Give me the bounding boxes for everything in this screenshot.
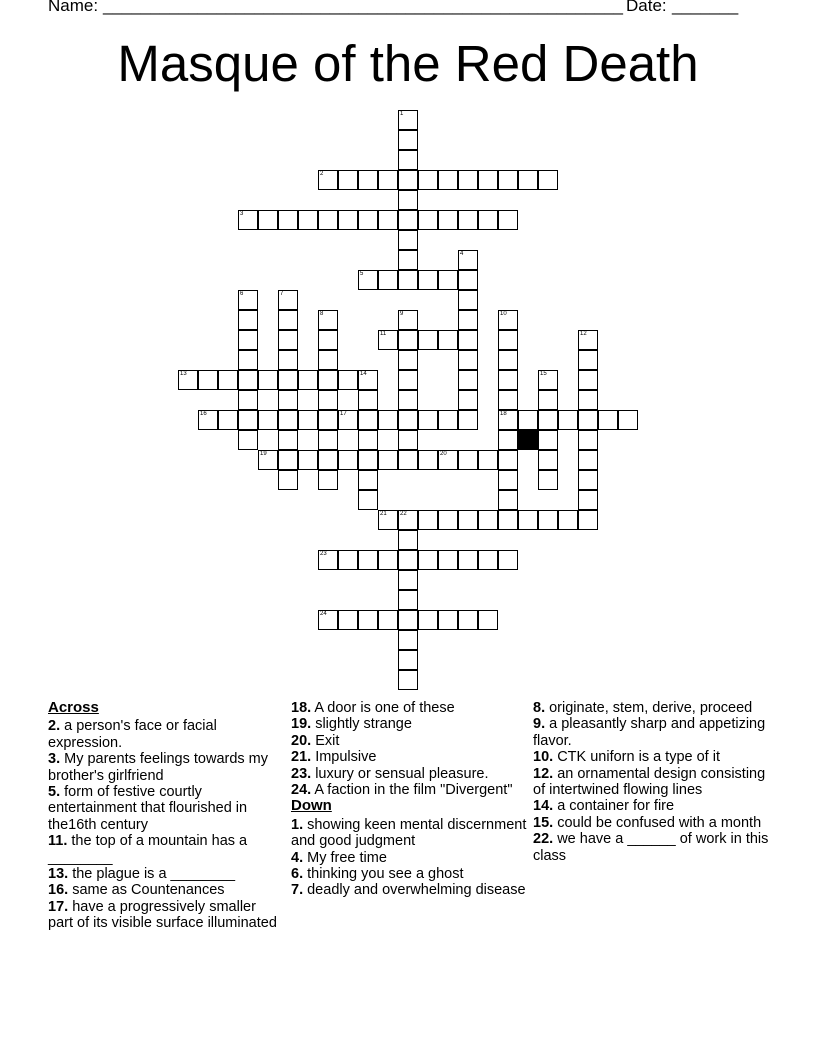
clue-text: thinking you see a ghost (303, 866, 464, 883)
grid-cell[interactable] (378, 170, 398, 190)
clue-number: 15 (540, 371, 547, 377)
grid-cell[interactable] (498, 550, 518, 570)
clue-text: the plague is a ________ (68, 866, 236, 883)
grid-cell[interactable] (438, 410, 458, 430)
grid-cell[interactable] (358, 550, 378, 570)
grid-cell[interactable] (258, 410, 278, 430)
grid-cell[interactable] (378, 410, 398, 430)
grid-cell[interactable] (378, 610, 398, 630)
grid-cell[interactable] (498, 210, 518, 230)
clue-item (291, 716, 527, 732)
grid-cell[interactable] (498, 450, 518, 470)
grid-cell[interactable] (418, 550, 438, 570)
grid-cell[interactable] (278, 430, 298, 450)
grid-cell[interactable] (418, 170, 438, 190)
grid-cell[interactable] (218, 370, 238, 390)
grid-cell[interactable] (318, 350, 338, 370)
clue-text: same as Countenances (68, 882, 225, 899)
clue-number-label: 9. (533, 716, 546, 733)
grid-cell[interactable] (358, 170, 378, 190)
grid-cell[interactable] (278, 450, 298, 470)
grid-cell[interactable] (518, 510, 538, 530)
grid-cell[interactable] (238, 410, 258, 430)
clue-item (291, 766, 527, 782)
date-label: Date: (626, 0, 667, 15)
grid-cell[interactable] (478, 210, 498, 230)
across-clue-list (48, 718, 283, 931)
clue-number-label: 14. (533, 798, 554, 815)
grid-cell[interactable] (458, 510, 478, 530)
grid-cell[interactable] (338, 170, 358, 190)
grid-cell[interactable] (338, 550, 358, 570)
grid-cell[interactable] (478, 610, 498, 630)
clue-number-label: 12. (533, 765, 554, 782)
clue-number: 11 (380, 331, 387, 337)
grid-cell[interactable] (458, 310, 478, 330)
grid-cell[interactable] (438, 270, 458, 290)
grid-cell[interactable] (398, 310, 418, 330)
clue-text: an ornamental design consisting of intertwined flowing lines (533, 765, 766, 799)
clue-number-label: 20. (291, 732, 312, 749)
grid-cell[interactable] (238, 370, 258, 390)
grid-cell[interactable] (198, 410, 218, 430)
grid-cell[interactable] (438, 550, 458, 570)
page-title: Masque of the Red Death (117, 35, 699, 92)
clue-text: slightly strange (311, 716, 412, 733)
name-field[interactable]: _______________________________________________________ (103, 0, 624, 15)
clue-item (291, 749, 527, 765)
clue-number: 2 (320, 171, 324, 177)
grid-cell[interactable] (458, 210, 478, 230)
grid-cell[interactable] (318, 170, 338, 190)
grid-cell[interactable] (478, 550, 498, 570)
clue-text: a container for fire (553, 798, 675, 815)
grid-cell[interactable] (318, 430, 338, 450)
grid-cell[interactable] (398, 650, 418, 670)
clue-number-label: 13. (48, 866, 69, 883)
grid-cell[interactable] (378, 330, 398, 350)
grid-cell[interactable] (478, 170, 498, 190)
grid-cell[interactable] (398, 450, 418, 470)
clue-text: a pleasantly sharp and appetizing flavor. (533, 716, 766, 749)
grid-cell[interactable] (358, 490, 378, 510)
grid-cell[interactable] (458, 330, 478, 350)
clue-item (48, 751, 283, 784)
grid-cell[interactable] (398, 510, 418, 530)
grid-cell[interactable] (458, 390, 478, 410)
clue-number-label: 8. (533, 700, 546, 716)
grid-cell[interactable] (498, 330, 518, 350)
grid-cell[interactable] (418, 450, 438, 470)
grid-cell[interactable] (538, 170, 558, 190)
grid-cell[interactable] (358, 370, 378, 390)
clue-number: 13 (180, 371, 187, 377)
grid-cell[interactable] (238, 330, 258, 350)
grid-cell[interactable] (358, 270, 378, 290)
grid-cell[interactable] (458, 410, 478, 430)
black-cell (518, 430, 538, 450)
clue-number-label: 7. (291, 882, 304, 899)
clue-number-label: 19. (291, 716, 312, 733)
grid-cell[interactable] (578, 490, 598, 510)
grid-cell[interactable] (378, 510, 398, 530)
grid-cell[interactable] (258, 450, 278, 470)
grid-cell[interactable] (278, 370, 298, 390)
clues-column-3 (533, 700, 773, 864)
grid-cell[interactable] (238, 290, 258, 310)
grid-cell[interactable] (558, 410, 578, 430)
grid-cell[interactable] (498, 410, 518, 430)
clue-number: 8 (320, 311, 324, 317)
grid-cell[interactable] (538, 470, 558, 490)
date-field[interactable]: _______ (672, 0, 739, 15)
grid-cell[interactable] (398, 350, 418, 370)
grid-cell[interactable] (318, 550, 338, 570)
clue-number: 21 (380, 511, 387, 517)
clue-number: 24 (320, 611, 327, 617)
clue-number: 7 (280, 291, 284, 297)
across-heading: Across (48, 699, 99, 716)
clue-item (291, 782, 527, 798)
grid-cell[interactable] (358, 390, 378, 410)
grid-cell[interactable] (398, 550, 418, 570)
clue-item (533, 815, 773, 831)
grid-cell[interactable] (578, 450, 598, 470)
grid-cell[interactable] (378, 270, 398, 290)
grid-cell[interactable] (598, 410, 618, 430)
grid-cell[interactable] (578, 410, 598, 430)
clue-text: we have a ______ of work in this class (533, 831, 769, 864)
clue-text: originate, stem, derive, proceed (545, 700, 753, 716)
clue-number-label: 21. (291, 749, 312, 766)
clue-number: 17 (340, 411, 347, 417)
clue-text: A door is one of these (311, 700, 455, 716)
grid-cell[interactable] (298, 410, 318, 430)
grid-cell[interactable] (318, 210, 338, 230)
grid-cell[interactable] (398, 130, 418, 150)
clue-number: 23 (320, 551, 327, 557)
clue-item (533, 766, 773, 799)
clue-number: 9 (400, 311, 404, 317)
clue-text: CTK uniforn is a type of it (553, 749, 720, 766)
grid-cell[interactable] (498, 470, 518, 490)
grid-cell[interactable] (278, 410, 298, 430)
grid-cell[interactable] (338, 610, 358, 630)
grid-cell[interactable] (298, 450, 318, 470)
grid-cell[interactable] (538, 450, 558, 470)
grid-cell[interactable] (398, 250, 418, 270)
clue-item (48, 718, 283, 751)
clue-item (291, 817, 527, 850)
grid-cell[interactable] (458, 270, 478, 290)
grid-cell[interactable] (278, 210, 298, 230)
grid-cell[interactable] (258, 370, 278, 390)
clue-item (48, 882, 283, 898)
grid-cell[interactable] (578, 330, 598, 350)
clue-text: Exit (311, 732, 340, 749)
grid-cell[interactable] (378, 450, 398, 470)
grid-cell[interactable] (578, 390, 598, 410)
grid-cell[interactable] (358, 450, 378, 470)
across-clue-list (291, 700, 527, 798)
grid-cell[interactable] (458, 610, 478, 630)
grid-cell[interactable] (398, 670, 418, 690)
clue-item (533, 700, 773, 716)
clue-item (291, 733, 527, 749)
clue-text: deadly and overwhelming disease (303, 882, 526, 899)
grid-cell[interactable] (538, 370, 558, 390)
grid-cell[interactable] (238, 350, 258, 370)
clue-number: 16 (200, 411, 207, 417)
grid-cell[interactable] (418, 610, 438, 630)
grid-cell[interactable] (338, 370, 358, 390)
grid-cell[interactable] (458, 290, 478, 310)
grid-cell[interactable] (358, 210, 378, 230)
grid-cell[interactable] (618, 410, 638, 430)
grid-cell[interactable] (318, 410, 338, 430)
grid-cell[interactable] (278, 310, 298, 330)
clue-text: My parents feelings towards my brother's girlfriend (48, 751, 269, 784)
clue-number: 10 (500, 311, 507, 317)
grid-cell[interactable] (398, 190, 418, 210)
grid-cell[interactable] (298, 210, 318, 230)
grid-cell[interactable] (398, 430, 418, 450)
grid-cell[interactable] (518, 170, 538, 190)
grid-cell[interactable] (498, 390, 518, 410)
clue-number-label: 15. (533, 814, 554, 831)
grid-cell[interactable] (398, 410, 418, 430)
clue-item (48, 784, 283, 833)
grid-cell[interactable] (578, 430, 598, 450)
clue-number: 1 (400, 111, 404, 117)
clues-column-2 (291, 700, 527, 899)
clue-item (291, 850, 527, 866)
clue-number-label: 18. (291, 700, 312, 716)
clue-number-label: 10. (533, 749, 554, 766)
grid-cell[interactable] (318, 330, 338, 350)
grid-cell[interactable] (278, 350, 298, 370)
grid-cell[interactable] (578, 350, 598, 370)
clue-item (533, 798, 773, 814)
grid-cell[interactable] (398, 170, 418, 190)
grid-cell[interactable] (558, 510, 578, 530)
clue-number: 4 (460, 251, 464, 257)
grid-cell[interactable] (458, 350, 478, 370)
clue-number: 3 (240, 211, 244, 217)
grid-cell[interactable] (358, 610, 378, 630)
grid-cell[interactable] (398, 150, 418, 170)
clue-number-label: 1. (291, 816, 304, 833)
grid-cell[interactable] (418, 330, 438, 350)
grid-cell[interactable] (438, 330, 458, 350)
clue-text: could be confused with a month (553, 814, 762, 831)
grid-cell[interactable] (398, 390, 418, 410)
grid-cell[interactable] (418, 210, 438, 230)
grid-cell[interactable] (318, 610, 338, 630)
grid-cell[interactable] (578, 510, 598, 530)
grid-cell[interactable] (398, 210, 418, 230)
grid-cell[interactable] (578, 470, 598, 490)
grid-cell[interactable] (278, 330, 298, 350)
grid-cell[interactable] (498, 370, 518, 390)
grid-cell[interactable] (398, 630, 418, 650)
grid-cell[interactable] (438, 210, 458, 230)
clue-item (533, 831, 773, 864)
grid-cell[interactable] (418, 410, 438, 430)
grid-cell[interactable] (218, 410, 238, 430)
grid-cell[interactable] (318, 390, 338, 410)
grid-cell[interactable] (438, 170, 458, 190)
grid-cell[interactable] (318, 450, 338, 470)
clue-number: 20 (440, 451, 447, 457)
clue-number-label: 5. (48, 784, 61, 801)
clue-item (48, 866, 283, 882)
grid-cell[interactable] (438, 610, 458, 630)
grid-cell[interactable] (398, 570, 418, 590)
grid-cell[interactable] (458, 450, 478, 470)
grid-cell[interactable] (458, 170, 478, 190)
clue-text: the top of a mountain has a ________ (48, 833, 248, 866)
grid-cell[interactable] (478, 510, 498, 530)
grid-cell[interactable] (518, 410, 538, 430)
grid-cell[interactable] (338, 450, 358, 470)
grid-cell[interactable] (318, 310, 338, 330)
clue-number: 6 (240, 291, 244, 297)
clue-text: form of festive courtly entertainment that flourished in the16th century (48, 784, 248, 833)
clue-number-label: 2. (48, 718, 61, 735)
grid-cell[interactable] (498, 170, 518, 190)
grid-cell[interactable] (398, 230, 418, 250)
grid-cell[interactable] (278, 390, 298, 410)
grid-cell[interactable] (278, 470, 298, 490)
grid-cell[interactable] (338, 210, 358, 230)
clue-text: showing keen mental discernment and good judgment (291, 816, 527, 850)
grid-cell[interactable] (358, 470, 378, 490)
clue-number-label: 17. (48, 898, 69, 915)
grid-cell[interactable] (378, 550, 398, 570)
clue-number-label: 23. (291, 765, 312, 782)
grid-cell[interactable] (278, 290, 298, 310)
clue-item (533, 716, 773, 749)
clue-item (291, 866, 527, 882)
clues-column-1 (48, 700, 283, 932)
grid-cell[interactable] (458, 550, 478, 570)
grid-cell[interactable] (358, 410, 378, 430)
grid-cell[interactable] (378, 210, 398, 230)
grid-cell[interactable] (458, 250, 478, 270)
grid-cell[interactable] (258, 210, 278, 230)
grid-cell[interactable] (338, 410, 358, 430)
grid-cell[interactable] (358, 430, 378, 450)
grid-cell[interactable] (498, 350, 518, 370)
grid-cell[interactable] (318, 470, 338, 490)
clue-number: 18 (500, 411, 507, 417)
grid-cell[interactable] (498, 490, 518, 510)
clue-item (291, 882, 527, 898)
grid-cell[interactable] (318, 370, 338, 390)
grid-cell[interactable] (438, 450, 458, 470)
clue-number-label: 6. (291, 866, 304, 883)
clue-number: 12 (580, 331, 587, 337)
clue-item (291, 700, 527, 716)
grid-cell[interactable] (458, 370, 478, 390)
clue-item (533, 749, 773, 765)
clue-number: 14 (360, 371, 367, 377)
grid-cell[interactable] (298, 370, 318, 390)
clue-number-label: 3. (48, 751, 61, 768)
down-clue-list (533, 700, 773, 864)
grid-cell[interactable] (478, 450, 498, 470)
name-label: Name: (48, 0, 99, 15)
grid-cell[interactable] (398, 610, 418, 630)
grid-cell[interactable] (418, 510, 438, 530)
grid-cell[interactable] (398, 590, 418, 610)
clue-number-label: 4. (291, 849, 304, 866)
clue-text: A faction in the film "Divergent" (311, 782, 513, 799)
clue-text: luxury or sensual pleasure. (311, 765, 489, 782)
grid-cell[interactable] (538, 510, 558, 530)
grid-cell[interactable] (398, 330, 418, 350)
grid-cell[interactable] (398, 110, 418, 130)
grid-cell[interactable] (178, 370, 198, 390)
down-clue-list (291, 817, 527, 899)
grid-cell[interactable] (398, 530, 418, 550)
grid-cell[interactable] (238, 310, 258, 330)
clue-text: have a progressively smaller part of its visible surface illuminated (48, 898, 277, 932)
grid-cell[interactable] (578, 370, 598, 390)
grid-cell[interactable] (398, 270, 418, 290)
grid-cell[interactable] (438, 510, 458, 530)
grid-cell[interactable] (498, 510, 518, 530)
grid-cell[interactable] (538, 410, 558, 430)
grid-cell[interactable] (238, 390, 258, 410)
grid-cell[interactable] (498, 310, 518, 330)
clue-number-label: 16. (48, 882, 69, 899)
clue-number-label: 22. (533, 831, 554, 848)
clue-text: a person's face or facial expression. (48, 718, 217, 751)
grid-cell[interactable] (538, 430, 558, 450)
grid-cell[interactable] (398, 370, 418, 390)
clue-item (48, 833, 283, 866)
clue-number: 22 (400, 511, 407, 517)
clue-item (48, 899, 283, 932)
clue-number: 5 (360, 271, 364, 277)
down-heading: Down (291, 797, 332, 815)
clue-number-label: 24. (291, 782, 312, 799)
grid-cell[interactable] (238, 210, 258, 230)
grid-cell[interactable] (538, 390, 558, 410)
grid-cell[interactable] (238, 430, 258, 450)
grid-cell[interactable] (498, 430, 518, 450)
clue-number-label: 11. (48, 833, 68, 850)
clue-text: Impulsive (311, 749, 377, 766)
grid-cell[interactable] (418, 270, 438, 290)
grid-cell[interactable] (198, 370, 218, 390)
clue-text: My free time (303, 849, 387, 866)
clue-number: 19 (260, 451, 267, 457)
